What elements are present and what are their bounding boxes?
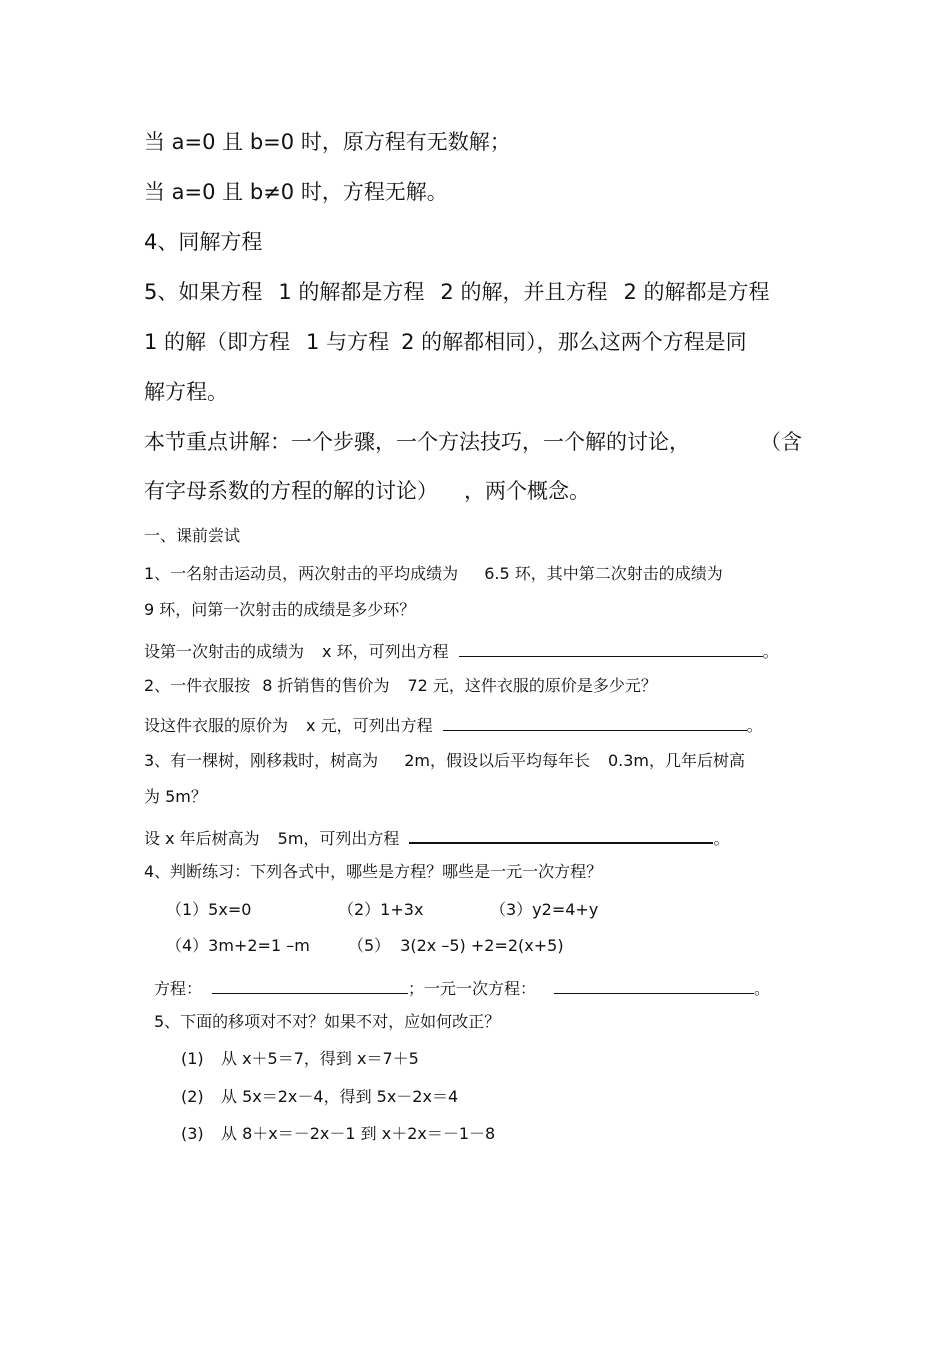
problem-2-answer-line: 设这件衣服的原价为 x 元，可列出方程 。: [144, 716, 763, 735]
problem-4-answer-line: 方程： ；一元一次方程： 。: [154, 979, 771, 998]
problem-4-line-1: 4、判断练习：下列各式中，哪些是方程？哪些是一元一次方程？: [144, 862, 603, 881]
problem-1-line-1: 1、一名射击运动员，两次射击的平均成绩为 6.5 环，其中第二次射击的成绩为: [144, 564, 723, 583]
problem-3-line-1: 3、有一棵树，刚移栽时，树高为 2m，假设以后平均每年长 0.3m，几年后树高: [144, 751, 746, 770]
problem-3-answer-line: 设 x 年后树高为 5m，可列出方程 。: [144, 826, 729, 847]
problem-2-line-1: 2、一件衣服按 8 折销售的售价为 72 元，这件衣服的原价是多少元？: [144, 676, 657, 695]
section-focus-line-2: 有字母系数的方程的解的讨论） ，两个概念。: [144, 479, 590, 503]
problem-1-line-2: 9 环，问第一次射击的成绩是多少环？: [144, 600, 416, 619]
answer-blank-2[interactable]: [443, 714, 747, 731]
definition-line-3: 解方程。: [144, 380, 228, 404]
problem-5-item-1: (1) 从 x＋5＝7，得到 x＝7＋5: [181, 1049, 419, 1068]
definition-line-1: 5、如果方程 1 的解都是方程 2 的解，并且方程 2 的解都是方程: [144, 280, 770, 304]
answer-blank-equations[interactable]: [212, 977, 408, 994]
definition-line-2: 1 的解（即方程 1 与方程 2 的解都相同），那么这两个方程是同: [144, 330, 747, 354]
answer-blank-1[interactable]: [459, 640, 763, 657]
problem-3-line-2: 为 5m？: [144, 787, 207, 806]
problem-4-options-row-2: （4）3m+2=1 –m （5） 3(2x –5) +2=2(x+5): [166, 936, 564, 955]
heading-pre-class-try: 一、课前尝试: [144, 526, 241, 545]
problem-5-item-3: (3) 从 8＋x＝－2x－1 到 x＋2x＝－1－8: [181, 1124, 496, 1143]
problem-5-line-1: 5、下面的移项对不对？如果不对，应如何改正？: [154, 1012, 501, 1031]
answer-blank-3[interactable]: [409, 826, 713, 844]
section-focus-line-1: 本节重点讲解：一个步骤，一个方法技巧，一个解的讨论， （含: [144, 430, 802, 454]
text-line-case-infinite: 当 a=0 且 b=0 时，原方程有无数解；: [144, 130, 511, 154]
problem-1-answer-line: 设第一次射击的成绩为 x 环，可列出方程 。: [144, 642, 779, 661]
heading-same-solution-equations: 4、同解方程: [144, 230, 263, 254]
answer-blank-linear-equations[interactable]: [554, 977, 754, 994]
problem-4-options-row-1: （1）5x=0 （2）1+3x （3）y2=4+y: [166, 900, 599, 919]
problem-5-item-2: (2) 从 5x＝2x－4，得到 5x－2x＝4: [181, 1087, 459, 1106]
text-line-case-no-solution: 当 a=0 且 b≠0 时，方程无解。: [144, 180, 448, 204]
